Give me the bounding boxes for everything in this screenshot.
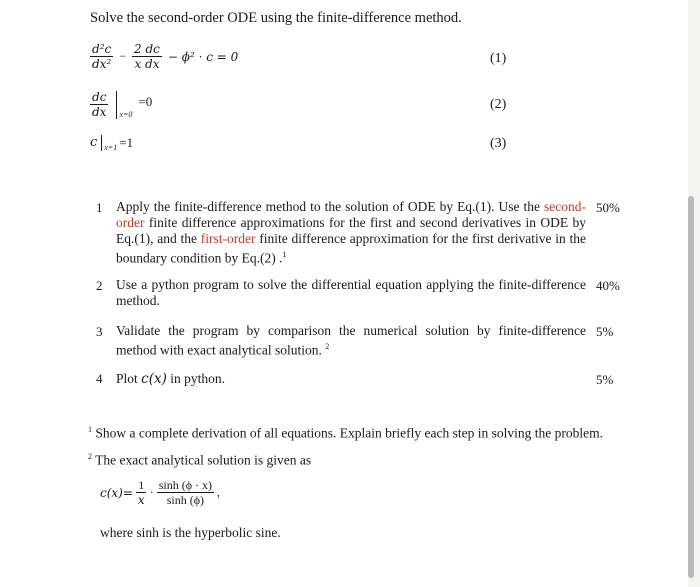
task-2-number: 2 <box>96 278 103 293</box>
equation-1-number: (1) <box>490 51 507 66</box>
task-2-weight: 40% <box>596 278 620 293</box>
task-4-weight: 5% <box>596 372 614 387</box>
task-2-text: Use a python program to solve the differential equation applying the finite-difference method. <box>116 277 586 308</box>
task-3-number: 3 <box>96 324 103 339</box>
solution-comma: , <box>217 485 220 499</box>
footnote-1-mark: 1 <box>88 425 92 434</box>
solution-fraction-sinh: $\frac{\sinh (\phi \cdot x)}{\sinh (\phi)}$ <box>158 478 212 507</box>
eq2-fraction: $\frac{dc}{dx}$ <box>92 90 107 119</box>
eq2-rhs: =0 <box>138 93 153 109</box>
task-3-text: Validate the program by comparison the numerical solution by finite-difference method with exact analytical solution. $^2$ <box>116 323 586 358</box>
footnote-1 <box>88 425 603 442</box>
task-1-weight: 50% <box>596 200 620 215</box>
task-1-highlight-second-order: second-order <box>116 199 586 230</box>
task-4-math: c(x) <box>141 371 167 387</box>
footnote-2-text: The exact analytical solution is given as <box>95 452 312 468</box>
equation-1 <box>90 42 238 71</box>
eq1-minus: − <box>119 49 127 63</box>
task-3-weight: 5% <box>596 324 614 339</box>
eq1-tail: − ϕ² · c = 0 <box>167 49 239 64</box>
solution-fraction-1: $\frac{1}{x}$ <box>137 478 145 507</box>
task-4-text: Plot c(x) in python. <box>116 371 225 387</box>
task-4-number: 4 <box>96 371 103 386</box>
task-1-text: Apply the finite-difference method to the solution of ODE by Eq.(1). Use the second-order finite difference approximations for the first and second derivatives in ODE by Eq.(1), and the first-order finite difference approximation for the first derivative in the boundary condition by Eq.(2) .$^1$ <box>116 199 586 266</box>
eq1-fraction-second-derivative: $\frac{\text{d²c}}{\text{dx²}}$ <box>92 42 112 71</box>
footnote-2-mark: 2 <box>88 452 92 461</box>
task-3-footnote-ref: 2 <box>325 342 330 351</box>
eq3-lhs: c <box>90 135 98 150</box>
equation-3 <box>90 133 133 152</box>
page-title: Solve the second-order ODE using the finite-difference method. <box>90 10 462 26</box>
task-1-highlight-first-order: first-order <box>200 231 256 246</box>
sinh-definition: where sinh is the hyperbolic sine. <box>100 525 281 540</box>
solution-dot: · <box>149 485 154 499</box>
eq2-subscript: x=0 <box>119 110 133 119</box>
eq3-rhs: =1 <box>119 134 134 150</box>
eq1-fraction-first-derivative: $\frac{2 dc}{\text{x dx}}$ <box>134 42 160 71</box>
equation-3-number: (3) <box>490 136 507 151</box>
exact-solution-formula <box>100 478 220 507</box>
eq2-evaluation-bar <box>116 91 117 119</box>
solution-lhs: c(x)= <box>100 485 133 500</box>
eq3-evaluation-bar <box>101 135 102 151</box>
equation-2-number: (2) <box>490 97 507 112</box>
task-1-footnote-ref: 1 <box>282 250 287 259</box>
footnote-1-text: Show a complete derivation of all equations. Explain briefly each step in solving the problem. <box>95 425 603 441</box>
equation-2 <box>90 90 152 119</box>
task-1-number: 1 <box>96 200 103 215</box>
vertical-scrollbar[interactable] <box>688 196 694 578</box>
eq3-subscript: x=1 <box>104 143 118 152</box>
footnote-2 <box>88 452 311 469</box>
